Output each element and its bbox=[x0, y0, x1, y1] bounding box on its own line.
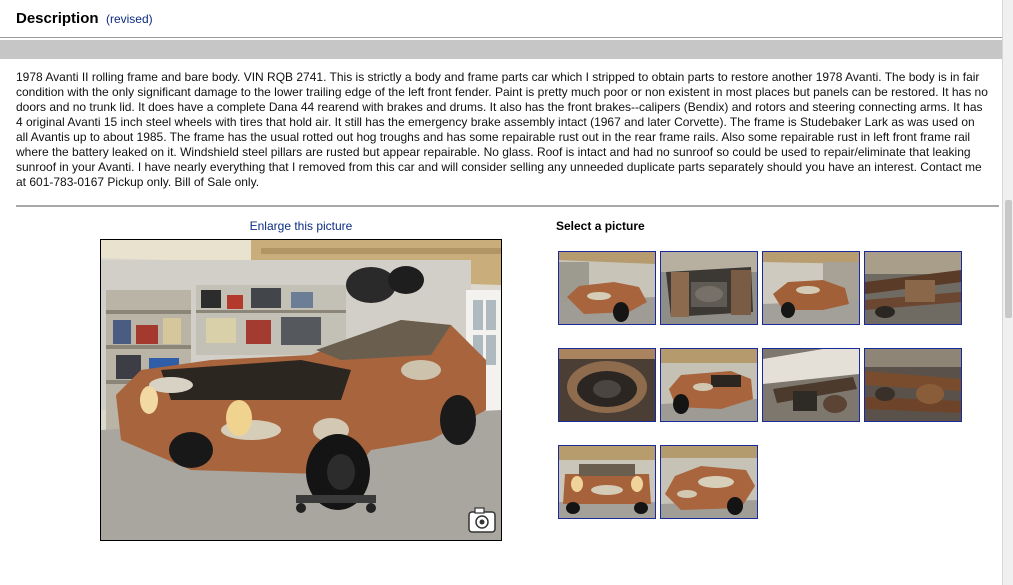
revised-link[interactable]: (revised) bbox=[105, 12, 153, 26]
camera-icon[interactable] bbox=[469, 508, 495, 532]
thumbnail-1[interactable] bbox=[558, 251, 656, 325]
vertical-scrollbar[interactable] bbox=[1002, 0, 1013, 585]
thumbnail-4[interactable] bbox=[864, 251, 962, 325]
thumbnail-5[interactable] bbox=[558, 348, 656, 422]
scrollbar-thumb[interactable] bbox=[1005, 200, 1012, 318]
description-text: 1978 Avanti II rolling frame and bare body. VIN RQB 2741. This is strictly a body and frame parts car which I stripped to obtain parts to restore another 1978 Avanti. The body is in fair condition with the only significant damage to the lower trailing edge of the left front fender. Paint is pretty much poor or non existent in most places but panels can be restored. It has no doors and no trunk lid. It does have a complete Dana 44 rearend with brakes and drums. It also has the front brakes--calipers (Bendix) and rotors and steering connecting arms. It has 4 original Avanti 15 inch steel wheels with tires that hold air. It still has the emergency brake assembly intact (1967 and later Corvette). The frame is Studebaker Lark as was used on all Avantis up to about 1985. The frame has the usual rotted out hog troughs and has some repairable rust out in the rear frame rails. Also some repairable rust in left front frame rail where the battery leaked on it. Windshield steel pillars are rusted but appear repairable. No glass. Roof is intact and had no sunroof so could be used to repair/eliminate that leaking sunroof in your Avanti. I have nearly everything that I removed from this car and will consider selling any unneeded duplicate parts separately should you have an interest. Contact me at 601-783-0167 Pickup only. Bill of Sale only. bbox=[16, 70, 988, 189]
thumbnail-3[interactable] bbox=[762, 251, 860, 325]
thumbnail-7[interactable] bbox=[762, 348, 860, 422]
thumbnail-10[interactable] bbox=[660, 445, 758, 519]
select-picture-label: Select a picture bbox=[556, 219, 645, 233]
thumbnail-8[interactable] bbox=[864, 348, 962, 422]
main-photo[interactable] bbox=[100, 239, 502, 541]
description-divider bbox=[16, 205, 999, 207]
section-bar bbox=[0, 40, 1002, 59]
section-title: Description bbox=[16, 10, 99, 27]
description-header bbox=[16, 10, 153, 28]
enlarge-picture-link[interactable]: Enlarge this picture bbox=[249, 219, 353, 233]
thumbnail-9[interactable] bbox=[558, 445, 656, 519]
thumbnail-2[interactable] bbox=[660, 251, 758, 325]
thumbnail-6[interactable] bbox=[660, 348, 758, 422]
header-divider bbox=[0, 37, 1002, 38]
